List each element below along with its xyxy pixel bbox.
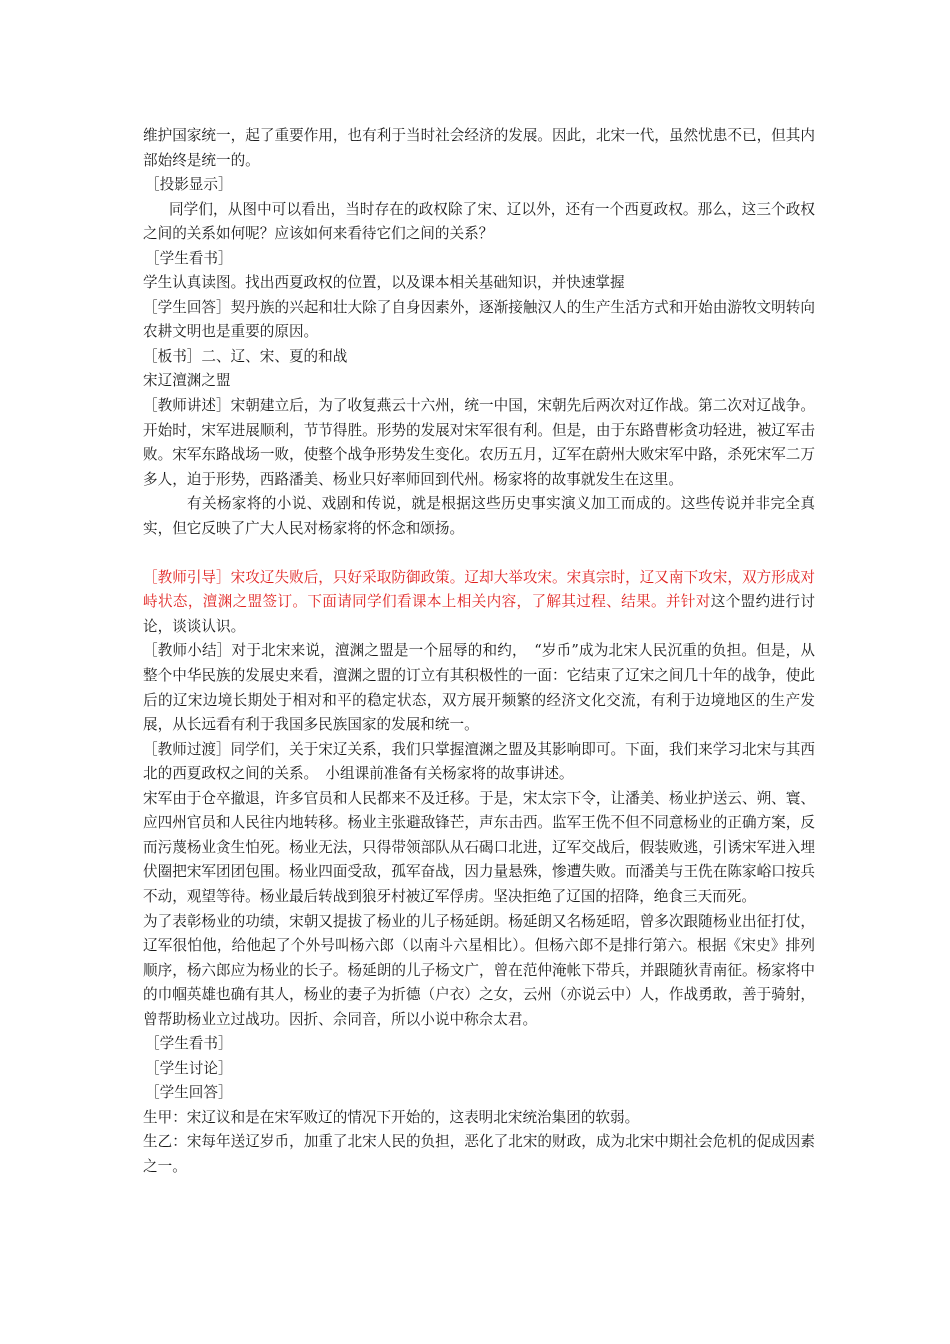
- paragraph-teacher-transition: ［教师过渡］同学们，关于宋辽关系，我们只掌握澶渊之盟及其影响即可。下面，我们来学习北宋与其西北的西夏政权之间的关系。 小组课前准备有关杨家将的故事讲述。: [143, 740, 815, 783]
- label-student-read: ［学生看书］: [145, 249, 233, 267]
- normal-text: 这个盟约进行讨论，谈谈认识。: [143, 593, 815, 635]
- label-student-answer: ［学生回答］: [145, 1084, 233, 1102]
- label-student-discussion: ［学生讨论］: [145, 1059, 233, 1077]
- heading-chanyuan-treaty: 宋辽澶渊之盟: [143, 372, 231, 390]
- paragraph-intro: 维护国家统一，起了重要作用，也有利于当时社会经济的发展。因此，北宋一代，虽然忧患不已，但其内部始终是统一的。: [143, 127, 815, 169]
- paragraph-student-a: 生甲：宋辽议和是在宋军败辽的情况下开始的，这表明北宋统治集团的软弱。: [143, 1108, 640, 1126]
- paragraph-yang-ye-story: 宋军由于仓卒撤退，许多官员和人民都来不及迁移。于是，宋太宗下令，让潘美、杨业护送云、朔、寰、应四州官员和人民往内地转移。杨业主张避敌锋芒，声东击西。监军王侁不但不同意杨业的正确方案，反而污蔑杨业贪生怕死。杨业无法，只得带领部队从石碣口北进，辽军交战后，假装败逃，引诱宋军进入埋伏圈把宋军团团包围。杨业四面受敌，孤军奋战，因力量悬殊，惨遭失败。而潘美与王侁在陈家峪口按兵不动，观望等待。杨业最后转战到狼牙村被辽军俘虏。坚决拒绝了辽国的招降，绝食三天而死。: [143, 789, 815, 905]
- heading-board-writing: ［板书］二、辽、宋、夏的和战: [143, 347, 348, 365]
- paragraph-student-answer: ［学生回答］契丹族的兴起和壮大除了自身因素外，逐渐接触汉人的生产生活方式和开始由游牧文明转向农耕文明也是重要的原因。: [143, 298, 815, 341]
- highlighted-text: ［教师引导］宋攻辽失败后，只好采取防御政策。辽却大举攻宋。宋真宗时，辽又南下攻宋，双方形成对峙状态，澶渊之盟签订。下面请同学们看课本上相关内容，了解其过程、结果。并针对: [143, 568, 815, 611]
- paragraph-student-read-map: 学生认真读图。找出西夏政权的位置，以及课本相关基础知识，并快速掌握: [143, 274, 625, 292]
- label-projection: ［投影显示］: [145, 176, 233, 194]
- document-page: [143, 124, 815, 1180]
- paragraph-question: 同学们，从图中可以看出，当时存在的政权除了宋、辽以外，还有一个西夏政权。那么，这三个政权之间的关系如何呢？应该如何来看待它们之间的关系？: [143, 200, 815, 243]
- paragraph-teacher-summary: ［教师小结］对于北宋来说，澶渊之盟是一个屈辱的和约， “岁币”成为北宋人民沉重的负担。但是，从整个中华民族的发展史来看，澶渊之盟的订立有其积极性的一面：它结束了辽宋之间几十年的战争，使此后的辽宋边境长期处于相对和平的稳定状态，双方展开频繁的经济文化交流，有利于边境地区的生产发展，从长远看有利于我国多民族国家的发展和统一。: [143, 642, 815, 734]
- paragraph-student-b: 生乙：宋每年送辽岁币，加重了北宋人民的负担，恶化了北宋的财政，成为北宋中期社会危机的促成因素之一。: [143, 1133, 815, 1175]
- paragraph-yang-yanlang: 为了表彰杨业的功绩，宋朝又提拔了杨业的儿子杨延朗。杨延朗又名杨延昭，曾多次跟随杨业出征打仗，辽军很怕他，给他起了个外号叫杨六郎（以南斗六星相比）。但杨六郎不是排行第六。根据《宋史》排列顺序，杨六郎应为杨业的长子。杨延朗的儿子杨文广，曾在范仲淹帐下带兵，并跟随狄青南征。杨家将中的巾帼英雄也确有其人，杨业的妻子为折德（户衣）之女，云州（亦说云中）人，作战勇敢，善于骑射，曾帮助杨业立过战功。因折、佘同音，所以小说中称佘太君。: [143, 912, 815, 1028]
- paragraph-teacher-narration: ［教师讲述］宋朝建立后，为了收复燕云十六州，统一中国，宋朝先后两次对辽作战。第二次对辽战争。开始时，宋军进展顺利，节节得胜。形势的发展对宋军很有利。但是，由于东路曹彬贪功轻进，被辽军击败。宋军东路战场一败，使整个战争形势发生变化。农历五月，辽军在蔚州大败宋军中路，杀死宋军二万多人，迫于形势，西路潘美、杨业只好率师回到代州。杨家将的故事就发生在这里。: [143, 397, 815, 488]
- label-student-read-2: ［学生看书］: [145, 1035, 233, 1053]
- blank-line: [143, 541, 815, 566]
- paragraph-teacher-guidance: [143, 566, 815, 640]
- paragraph-yang-family-legends: 有关杨家将的小说、戏剧和传说，就是根据这些历史事实演义加工而成的。这些传说并非完全真实，但它反映了广大人民对杨家将的怀念和颂扬。: [143, 495, 815, 537]
